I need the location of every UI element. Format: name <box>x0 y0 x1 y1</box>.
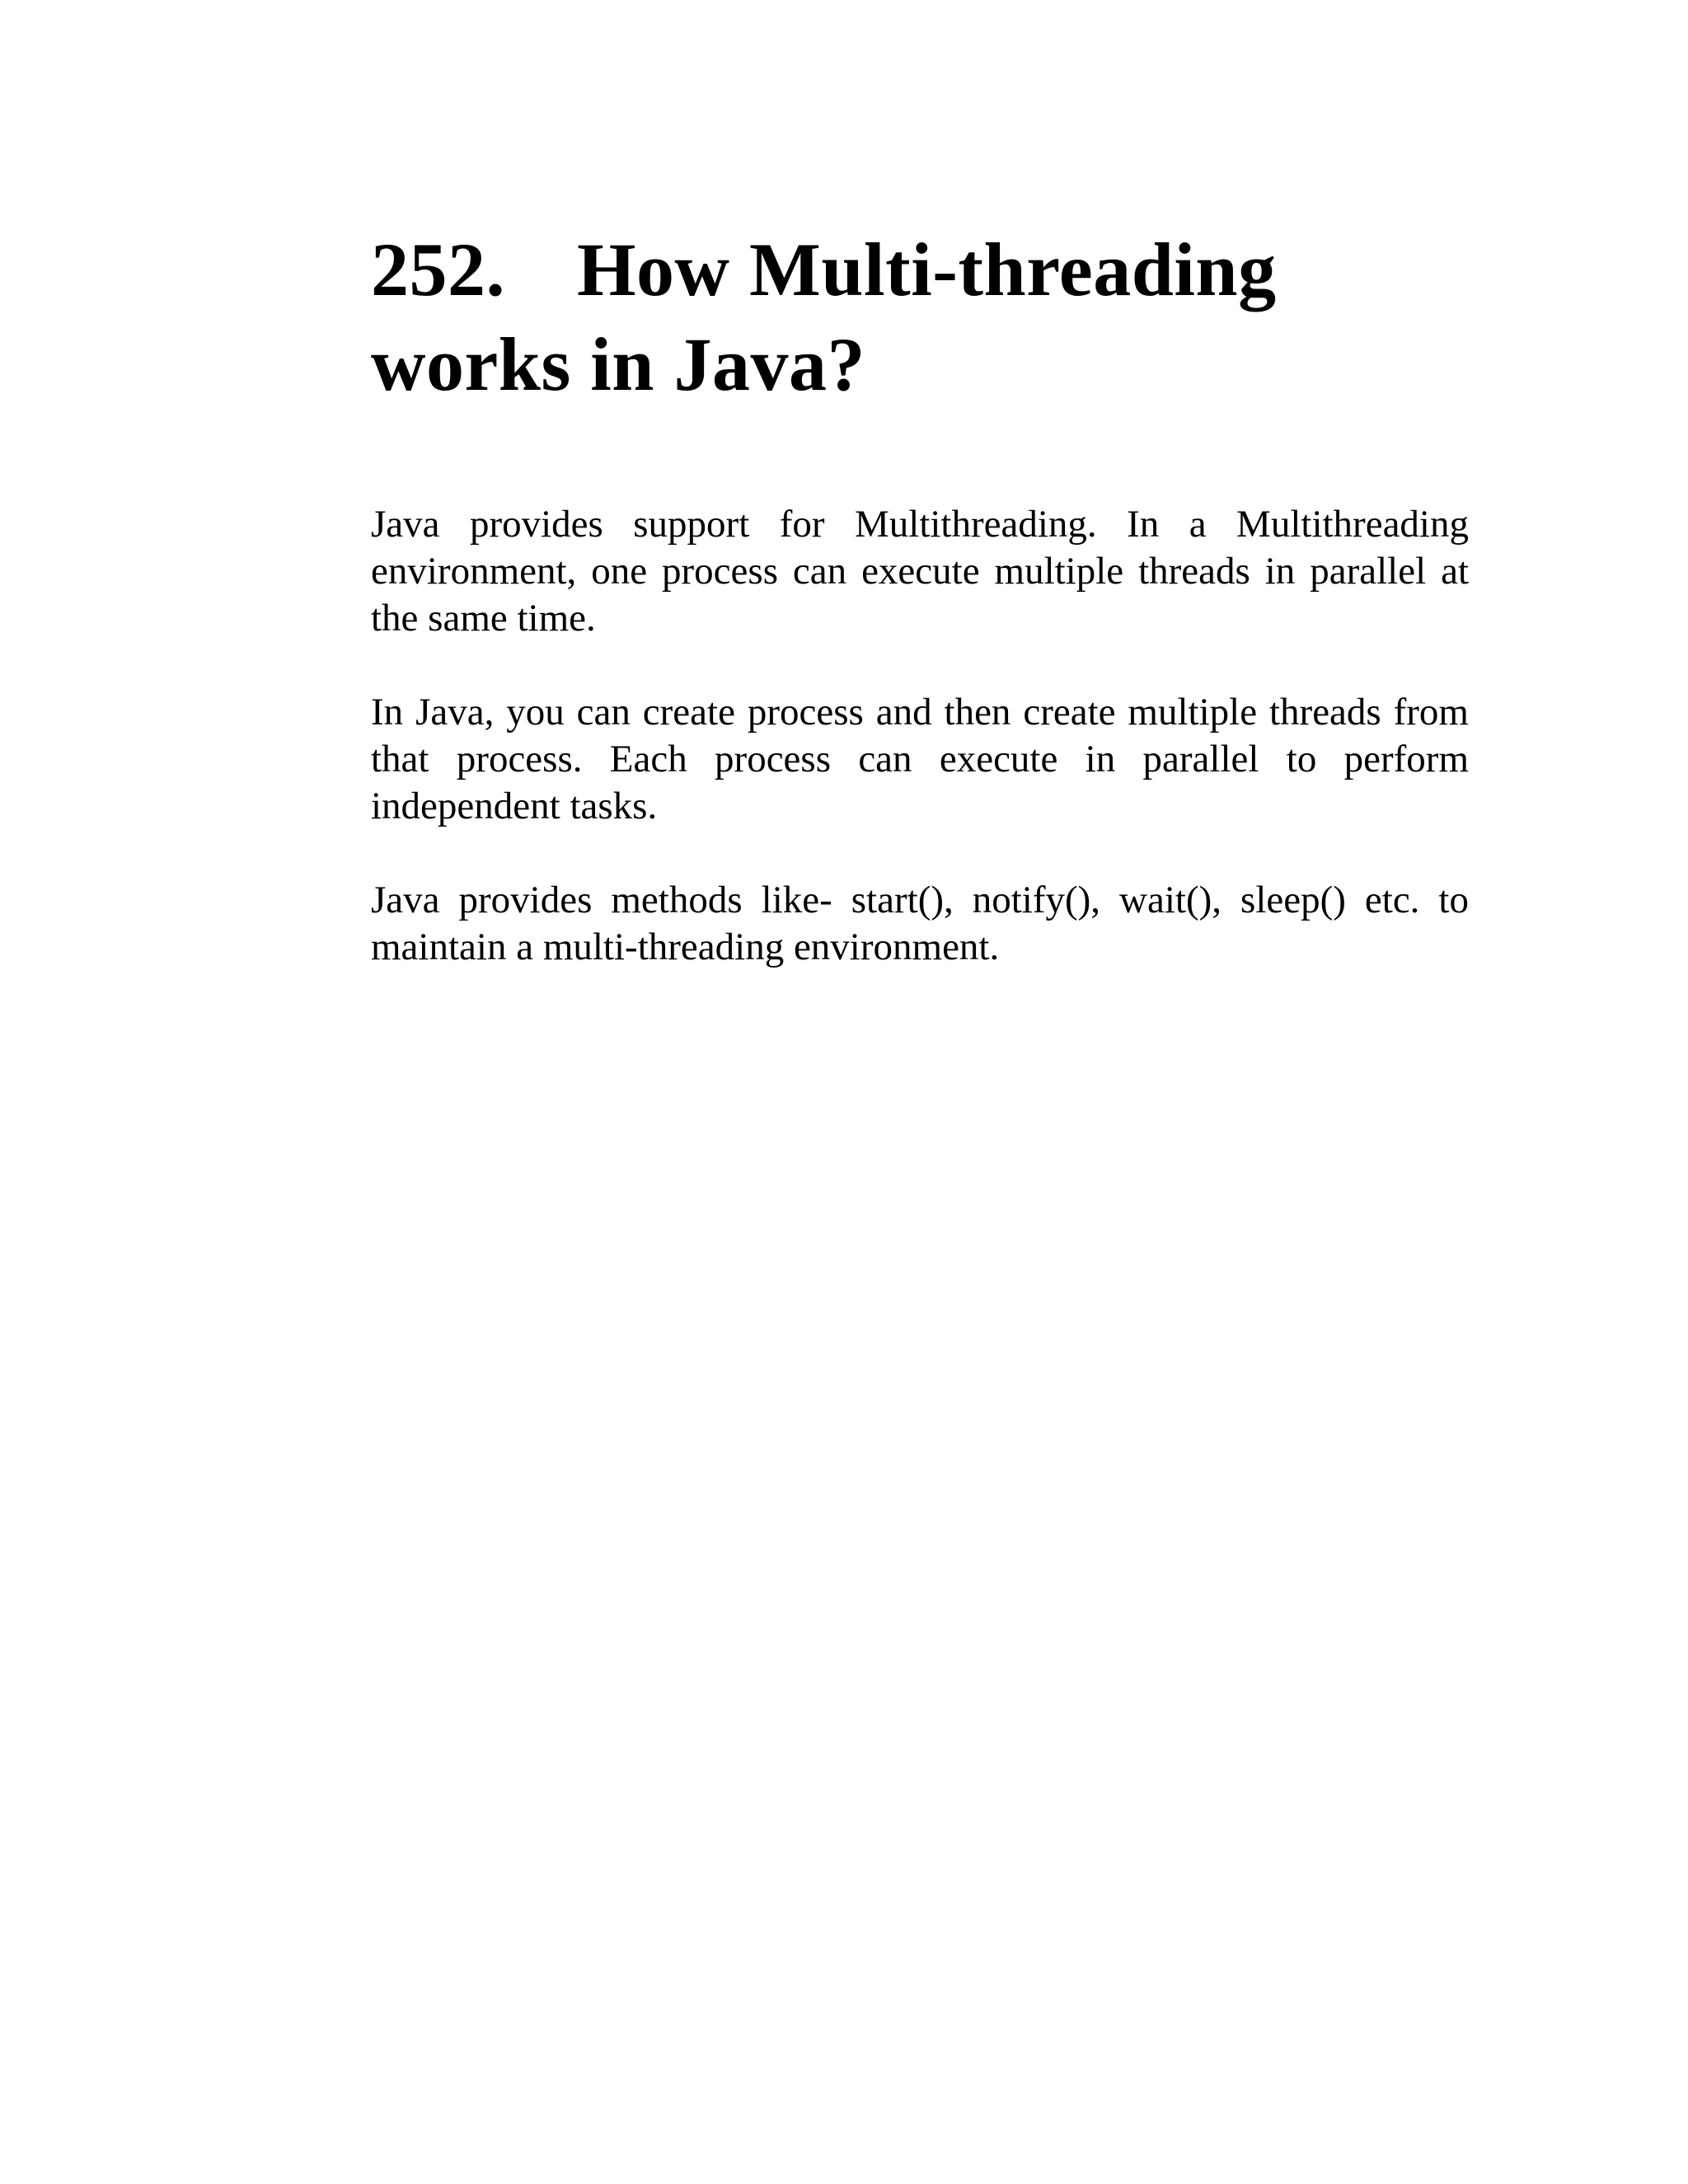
paragraph-1: Java provides support for Multithreading. In a Multithreading environment, one process can execute multiple threads in parallel at the same time. <box>371 503 1469 640</box>
paragraph-3: Java provides methods like- start(), notify(), wait(), sleep() etc. to maintain a multi-threading environment. <box>371 879 1469 968</box>
question-title: How Multi-threading works in Java? <box>371 227 1277 406</box>
paragraph-2: In Java, you can create process and then create multiple threads from that process. Each process can execute in parallel to perform independent tasks. <box>371 691 1469 827</box>
question-number: 252. <box>371 227 505 312</box>
question-heading <box>371 223 1469 412</box>
page-content <box>371 223 1469 971</box>
